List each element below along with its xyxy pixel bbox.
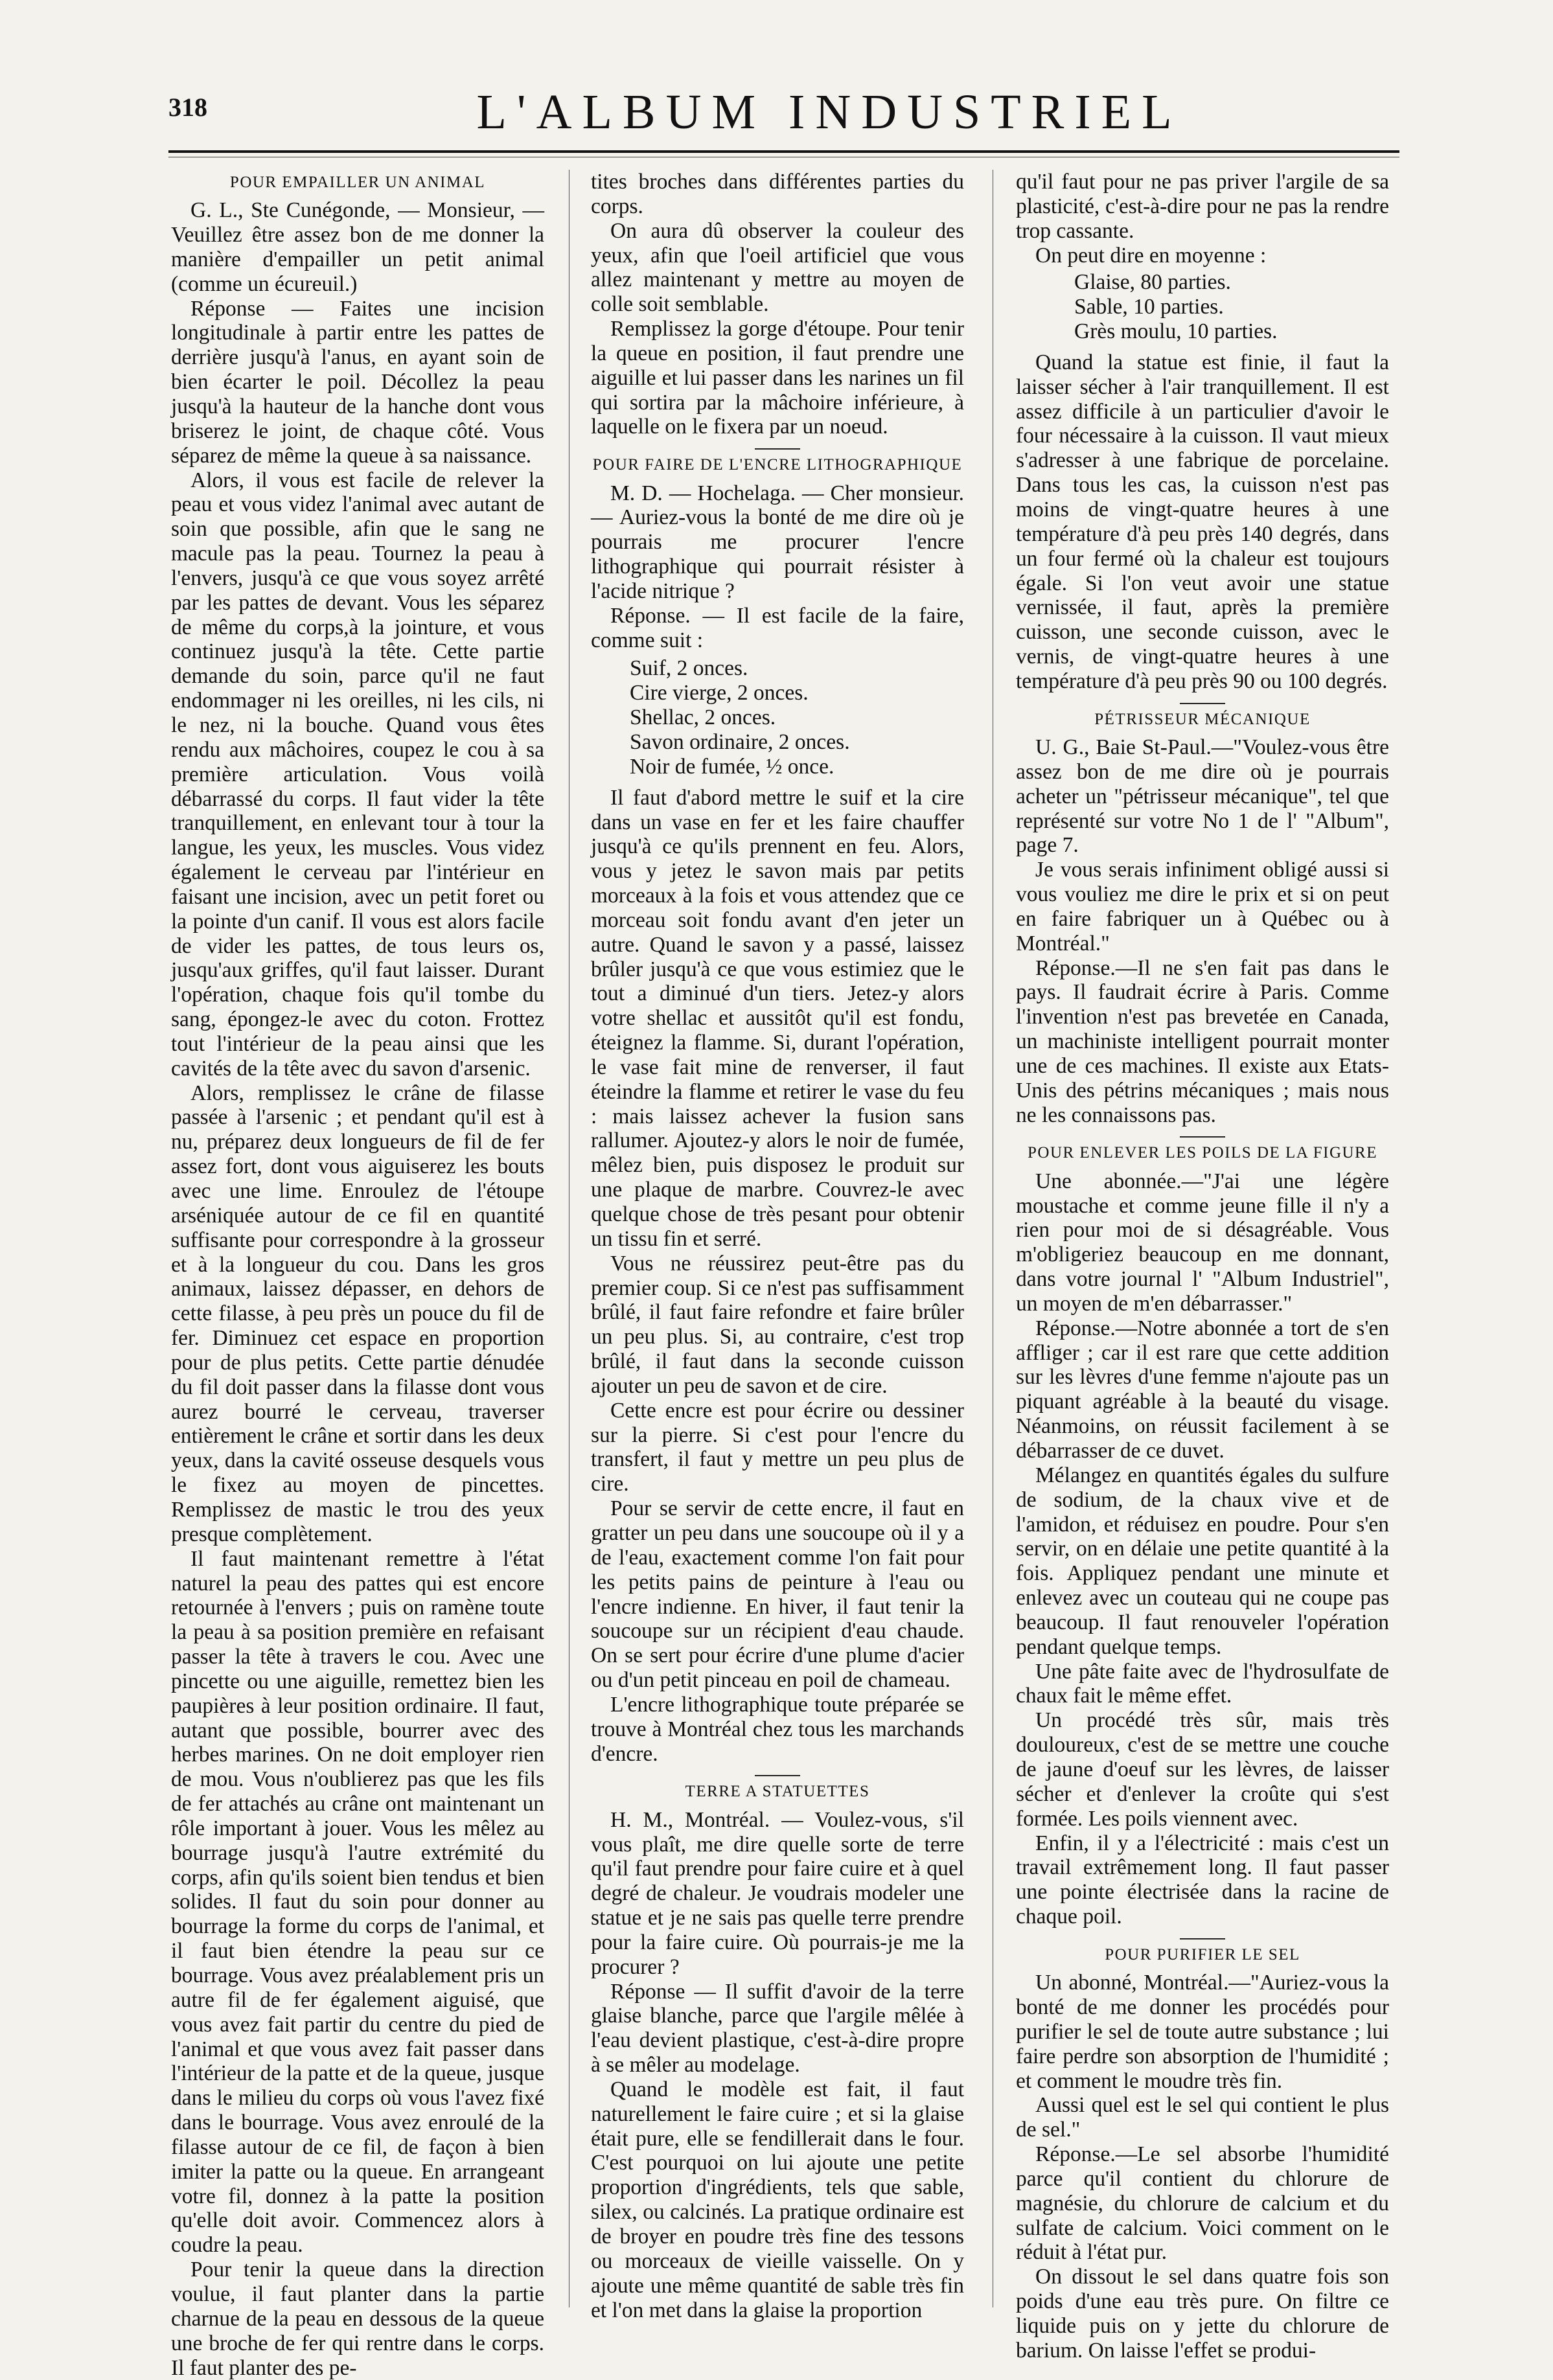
article-paragraph: U. G., Baie St-Paul.—"Voulez-vous être assez bon de me dire où je pourrais acheter un "pétrisseur mécanique", tel que représenté sur votre No 1 de l' "Album", page 7. — [1016, 735, 1389, 858]
article-paragraph: Réponse.—Notre abonnée a tort de s'en affliger ; car il est rare que cette addition sur les lèvres d'une femme n'ajoute pas un piquant agréable à la beauté du visage. Néanmoins, on réussit facilement à se débarrasser de ce duvet. — [1016, 1316, 1389, 1463]
article-heading: POUR PURIFIER LE SEL — [1105, 1945, 1300, 1963]
article-heading: POUR ENLEVER LES POILS DE LA FIGURE — [1027, 1144, 1377, 1162]
article-paragraph: Il faut maintenant remettre à l'état naturel la peau des pattes qui est encore retournée à l'envers ; puis on ramène toute la peau à sa position première en refaisant passer la tête à travers le cou. Avec une pincette ou une aiguille, remettez bien les paupières à leur position ordinaire. Il faut, autant que possible, bourrer avec des herbes marines. On ne doit employer rien de mou. Vous n'oublierez pas que les fils de fer attachés au crâne ont maintenant un rôle important à jouer. Vous les mêlez au bourrage jusqu'à l'autre extrémité du corps, afin qu'ils soient bien tendus et bien solides. Il faut du soin pour donner au bourrage la forme du corps de l'animal, et il faut bien étendre la peau sur ce bourrage. Vous avez préalablement pris un autre fil de fer également aiguisé, que vous avez fait partir du centre du pied de l'animal et que vous avez fait passer dans l'intérieur de la patte et de la queue, jusque dans le milieu du corps où vous l'avez fixé dans le bourrage. Vous avez enroulé de la filasse autour de ce fil, de façon à bien imiter la patte ou la queue. En arrangeant votre fil, donnez à la patte la position qu'elle doit avoir. Commencez alors à coudre la peau. — [171, 1546, 544, 2258]
section-separator — [755, 448, 800, 450]
article-paragraph: Alors, remplissez le crâne de filasse passée à l'arsenic ; et pendant qu'il est à nu, préparez deux longueurs de fil de fer assez fort, dont vous aiguiserez les bouts avec une lime. Enroulez de l'étoupe arséniquée autour de ce fil en quantité suffisante pour correspondre à la grosseur et à la longueur du cou. Dans les gros animaux, laissez dépasser, en dehors de cette filasse, à peu près un pouce du fil de fer. Diminuez cet espace en proportion pour de plus petits. Cette partie dénudée du fil doit passer dans la filasse dont vous aurez bourré le cerveau, traverser entièrement le crâne et sortir dans les deux yeux, dans la cavité osseuse desquels vous le fixez au moyen de pincettes. Remplissez de mastic le trou des yeux presque complètement. — [171, 1081, 544, 1546]
article-paragraph: On peut dire en moyenne : — [1035, 243, 1267, 268]
recipe-list — [1074, 270, 1389, 344]
article-heading: POUR EMPAILLER UN ANIMAL — [229, 174, 486, 191]
recipe-item: Noir de fumée, ½ once. — [630, 754, 834, 779]
section-separator — [1180, 1938, 1225, 1939]
article-paragraph: Vous ne réussirez peut-être pas du premier coup. Si ce n'est pas suffisamment brûlé, il faut faire refondre et faire brûler un peu plus. Si, au contraire, c'est trop brûlé, il faut dans la seconde cuisson ajouter un peu de savon et de cire. — [591, 1251, 964, 1398]
article-paragraph: Il faut d'abord mettre le suif et la cire dans un vase en fer et les faire chauffer jusqu'à ce qu'ils prennent en feu. Alors, vous y jetez le savon mais par petits morceaux à la fois et vous attendez que ce morceau soit fondu avant d'en jeter un autre. Quand le savon y a passé, laissez brûler jusqu'à ce que vous estimiez que le tout a diminué d'un tiers. Jetez-y alors votre shellac et aussitôt qu'il est fondu, éteignez la flamme. Si, durant l'opération, le vase fait mine de renverser, il faut éteindre la flamme et retirer le vase du feu : mais laissez achever la fusion sans rallumer. Ajoutez-y alors le noir de fumée, mêlez bien, puis disposez le produit sur une plaque de marbre. Couvrez-le avec quelque chose de très pesant pour obtenir un tissu fin et serré. — [591, 785, 964, 1251]
article-paragraph: Enfin, il y a l'électricité : mais c'est un travail extrêmement long. Il faut passer une pointe électrisée dans la racine de chaque poil. — [1016, 1831, 1389, 1929]
article-paragraph: L'encre lithographique toute préparée se trouve à Montréal chez tous les marchands d'encre. — [591, 1692, 964, 1766]
article-paragraph: H. M., Montréal. — Voulez-vous, s'il vous plaît, me dire quelle sorte de terre qu'il faut prendre pour faire cuire et à quel degré de chaleur. Je voudrais modeler une statue et je ne sais pas quelle terre prendre pour la faire cuire. Où pourrais-je me la procurer ? — [591, 1807, 964, 1979]
column-2 — [591, 170, 964, 2322]
article-paragraph: Alors, il vous est facile de relever la peau et vous videz l'animal avec autant de soin que possible, afin que le sang ne macule pas la peau. Tournez la peau à l'envers, jusqu'à ce que vous soyez arrêté par les pattes de devant. Vous les séparez de même du corps,à la jointure, et vous continuez jusqu'à la tête. Cette partie demande du soin, parce qu'il ne faut endommager ni les oreilles, ni les cils, ni le nez, ni la bouche. Quand vous êtes rendu aux mâchoires, coupez le cou à sa première articulation. Vous voilà débarrassé du corps. Il faut vider la tête tranquillement, en enlevant tour à tour la langue, les yeux, les muscles. Vous videz également le cerveau par l'intérieur en faisant une incision, avec un petit foret ou la pointe d'un canif. Il vous est alors facile de vider les pattes, de tous leurs os, jusqu'aux griffes, qu'il faut laisser. Durant l'opération, chaque fois qu'il tombe du sang, épongez-le avec du coton. Frottez tout l'intérieur de la peau ainsi que les cavités de la tête avec du savon d'arsenic. — [171, 468, 544, 1081]
article-paragraph: Une pâte faite avec de l'hydrosulfate de chaux fait le même effet. — [1016, 1659, 1389, 1708]
article-paragraph: Je vous serais infiniment obligé aussi si vous vouliez me dire le prix et si on peut en faire fabriquer un à Québec ou à Montréal." — [1016, 858, 1389, 955]
article-paragraph: Quand la statue est finie, il faut la laisser sécher à l'air tranquillement. Il est assez difficile à un particulier d'avoir le four nécessaire à la cuisson. Il vaut mieux s'adresser à une fabrique de porcelaine. Dans tous les cas, la cuisson n'est pas moins de vingt-quatre heures à une température d'à peu près 140 degrés, dans un four fermé où la chaleur est toujours égale. Si l'on veut avoir une statue vernissée, il faut, après la première cuisson, une seconde cuisson, avec le vernis, de vingt-quatre heures à une température d'à peu près 90 ou 100 degrés. — [1016, 350, 1389, 693]
section-separator — [755, 1775, 800, 1776]
recipe-item: Grès moulu, 10 parties. — [1074, 319, 1278, 344]
page-number: 318 — [168, 93, 207, 122]
section-separator — [1180, 703, 1225, 704]
article-paragraph: tites broches dans différentes parties du corps. — [591, 170, 964, 218]
article-paragraph: qu'il faut pour ne pas priver l'argile de sa plasticité, c'est-à-dire pour ne pas la rendre trop cassante. — [1016, 170, 1389, 243]
article-paragraph: Pour se servir de cette encre, il faut en gratter un peu dans une soucoupe où il y a de l'eau, exactement comme l'on fait pour les petits pains de peinture à l'eau ou l'encre indienne. En hiver, il faut tenir la soucoupe sur un récipient d'eau chaude. On se sert pour écrire d'une plume d'acier ou d'un petit pinceau en poil de chameau. — [591, 1496, 964, 1693]
article-paragraph: Réponse — Faites une incision longitudinale à partir entre les pattes de derrière jusqu'à l'anus, en ayant soin de bien écarter le poil. Décollez la peau jusqu'à la hauteur de la hanche dont vous briserez le joint, de chaque côté. Vous séparez de même la queue à sa naissance. — [171, 296, 544, 468]
article-paragraph: G. L., Ste Cunégonde, — Monsieur, — Veuillez être assez bon de me donner la manière d'empailler un petit animal (comme un écureuil.) — [171, 198, 544, 296]
recipe-item: Shellac, 2 onces. — [630, 705, 776, 730]
article-heading: TERRE A STATUETTES — [685, 1783, 870, 1801]
recipe-item: Sable, 10 parties. — [1074, 295, 1224, 319]
article-paragraph: Réponse. — Il est facile de la faire, comme suit : — [591, 603, 964, 652]
article-paragraph: Pour tenir la queue dans la direction voulue, il faut planter dans la partie charnue de la peau en dessous de la queue une broche de fer qui rentre dans le corps. Il faut planter des pe- — [171, 2258, 544, 2380]
article-paragraph: Réponse.—Il ne s'en fait pas dans le pays. Il faudrait écrire à Paris. Comme l'invention n'est pas brevetée en Canada, un machiniste intelligent pourrait monter une de ces machines. Il existe aux Etats-Unis des pétrins mécaniques ; mais nous ne les connaissons pas. — [1016, 955, 1389, 1127]
recipe-list — [630, 656, 964, 779]
recipe-item: Glaise, 80 parties. — [1074, 270, 1231, 295]
article-paragraph: Mélangez en quantités égales du sulfure de sodium, de la chaux vive et de l'amidon, et réduisez en poudre. Pour s'en servir, on en délaie une petite quantité à la fois. Appliquez pendant une minute et enlevez avec un couteau qui ne coupe pas beaucoup. Il faut renouveler l'opération pendant quelque temps. — [1016, 1463, 1389, 1659]
article-paragraph: Réponse.—Le sel absorbe l'humidité parce qu'il contient du chlorure de magnésie, du chlorure de calcium et du sulfate de calcium. Voici comment on le réduit à l'état pur. — [1016, 2142, 1389, 2265]
recipe-item: Suif, 2 onces. — [630, 656, 748, 681]
article-paragraph: On dissout le sel dans quatre fois son poids d'une eau très pure. On filtre ce liquide puis on y jette du chlorure de barium. On laisse l'effet se produi- — [1016, 2265, 1389, 2363]
article-paragraph: Un abonné, Montréal.—"Auriez-vous la bonté de me donner les procédés pour purifier le sel de toute autre substance ; lui faire perdre son absorption de l'humidité ; et comment le moudre très fin. — [1016, 1971, 1389, 2093]
journal-title: L'ALBUM INDUSTRIEL — [476, 85, 1182, 139]
page-header — [168, 84, 1399, 149]
article-paragraph: Quand le modèle est fait, il faut naturellement le faire cuire ; et si la glaise était pure, elle se fendillerait dans le four. C'est pourquoi on lui ajoute une petite proportion d'ingrédients, tels que sable, silex, ou calcinés. La pratique ordinaire est de broyer en poudre très fine des tessons ou morceaux de vieille vaisselle. On y ajoute une même quantité de sable très fin et l'on met dans la glaise la proportion — [591, 2077, 964, 2322]
column-1 — [171, 170, 544, 2380]
article-paragraph: Cette encre est pour écrire ou dessiner sur la pierre. Si c'est pour l'encre du transfert, il faut y mettre un peu plus de cire. — [591, 1398, 964, 1496]
section-separator — [1180, 1136, 1225, 1138]
article-paragraph: Remplissez la gorge d'étoupe. Pour tenir la queue en position, il faut prendre une aiguille et lui passer dans les narines un fil qui sortira par la mâchoire inférieure, à laquelle on le fixera par un noeud. — [591, 317, 964, 439]
header-rule — [168, 150, 1399, 153]
article-paragraph: Une abonnée.—"J'ai une légère moustache et comme jeune fille il n'y a rien pour moi de si désagréable. Vous m'obligeriez beaucoup en me donnant, dans votre journal l' "Album Industriel", un moyen de m'en débarrasser." — [1016, 1169, 1389, 1316]
recipe-item: Savon ordinaire, 2 onces. — [630, 729, 850, 754]
article-paragraph: Réponse — Il suffit d'avoir de la terre glaise blanche, parce que l'argile mêlée à l'eau devient plastique, c'est-à-dire propre à se mêler au modelage. — [591, 1979, 964, 2077]
article-paragraph: Un procédé très sûr, mais très douloureux, c'est de se mettre une couche de jaune d'oeuf sur les lèvres, de laisser sécher et d'enlever la croûte qui s'est formée. Les poils viennent avec. — [1016, 1708, 1389, 1831]
article-paragraph: Aussi quel est le sel qui contient le plus de sel." — [1016, 2093, 1389, 2142]
article-paragraph: M. D. — Hochelaga. — Cher monsieur. — Auriez-vous la bonté de me dire où je pourrais me procurer l'encre lithographique qui pourrait résister à l'acide nitrique ? — [591, 481, 964, 603]
article-heading: POUR FAIRE DE L'ENCRE LITHOGRAPHIQUE — [592, 456, 963, 474]
column-3 — [1016, 170, 1389, 2363]
recipe-item: Cire vierge, 2 onces. — [630, 681, 809, 705]
article-heading: PÉTRISSEUR MÉCANIQUE — [1094, 710, 1311, 728]
article-paragraph: On aura dû observer la couleur des yeux, afin que l'oeil artificiel que vous allez maintenant y mettre au moyen de colle soit semblable. — [591, 218, 964, 317]
